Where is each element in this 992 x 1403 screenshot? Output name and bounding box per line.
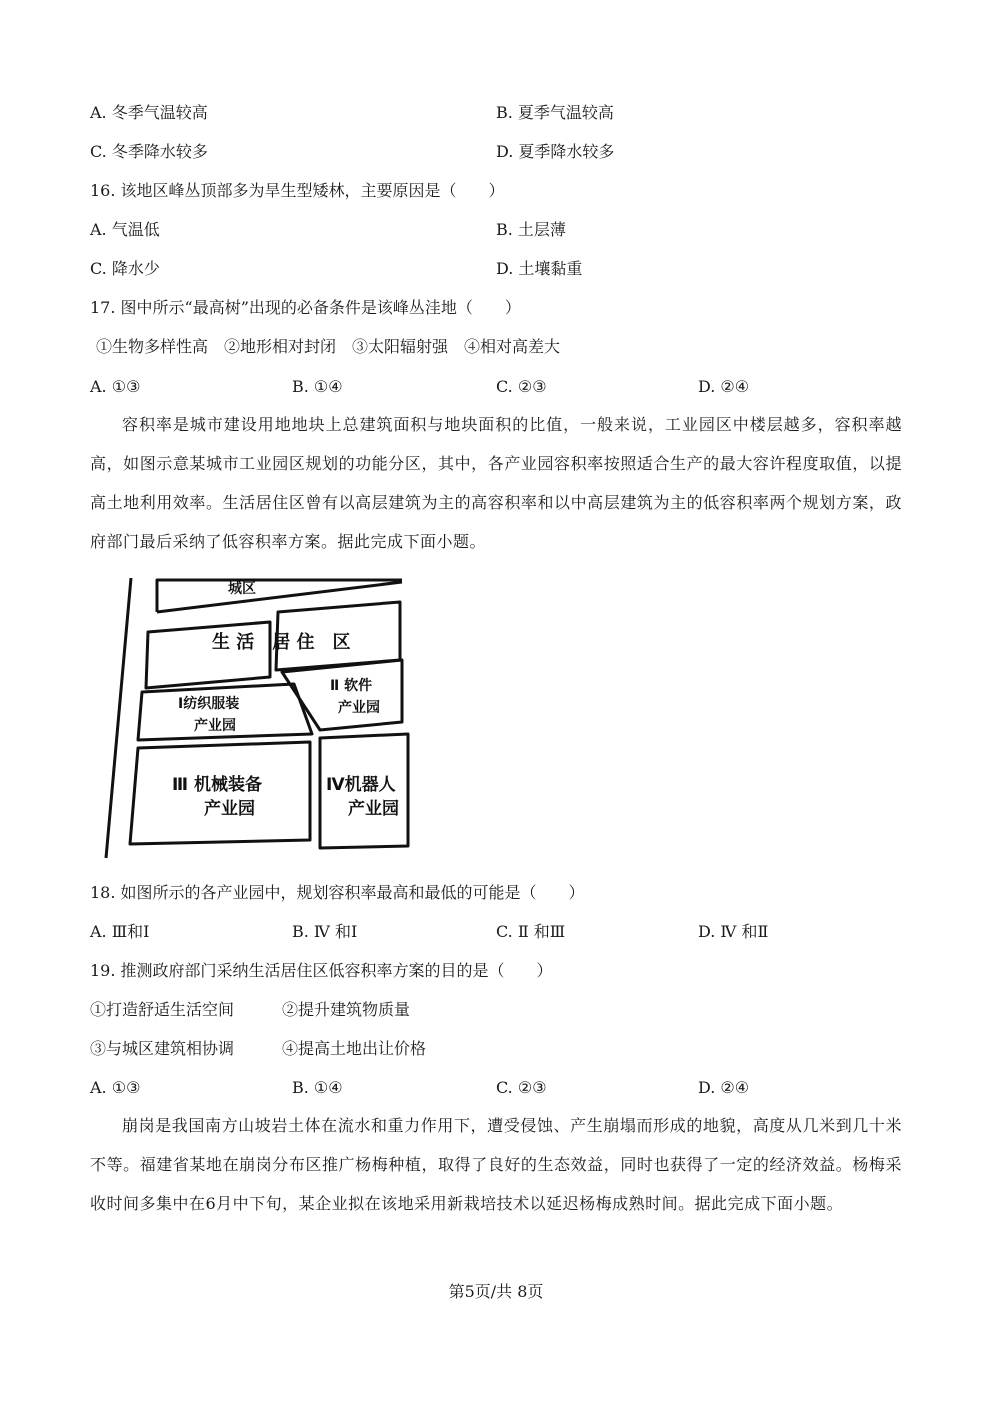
map-label-zone2-name: Ⅱ 软件 <box>330 678 373 694</box>
q16-option-c: C. 降水少 <box>90 259 160 278</box>
map-label-zone1-park: 产业园 <box>194 718 236 734</box>
q19-item-4: ④提高土地出让价格 <box>282 1039 427 1058</box>
map-label-city: 城区 <box>228 581 256 597</box>
q17-option-d: D. ②④ <box>698 377 750 396</box>
q16-stem: 16. 该地区峰丛顶部多为旱生型矮林，主要原因是（ ） <box>90 181 505 200</box>
q17-option-b: B. ①④ <box>292 377 343 396</box>
map-label-residential: 生 活 居 住 区 <box>212 632 351 653</box>
page-footer: 第5页/共 8页 <box>448 1282 544 1301</box>
map-label-zone3-name: Ⅲ 机械装备 <box>172 775 262 795</box>
passage-benggang-text: 崩岗是我国南方山坡岩土体在流水和重力作用下，遭受侵蚀、产生崩塌而形成的地貌，高度从几米到几十米不等。福建省某地在崩岗分布区推广杨梅种植，取得了良好的生态效益，同时也获得了一定的经济效益。杨梅采收时间多集中在6月中下旬，某企业拟在该地采用新栽培技术以延迟杨梅成熟时间。据此完成下面小题。 <box>90 1116 902 1213</box>
q19-option-b: B. ①④ <box>292 1078 343 1097</box>
q17-option-a: A. ①③ <box>90 377 141 396</box>
map-road-top <box>157 582 402 612</box>
map-label-zone3-park: 产业园 <box>204 799 255 819</box>
q18-option-d: D. Ⅳ 和Ⅱ <box>698 922 769 941</box>
q16-option-d: D. 土壤黏重 <box>496 259 583 278</box>
q19-item-2: ②提升建筑物质量 <box>282 1000 411 1019</box>
q17-stem: 17. 图中所示“最高树”出现的必备条件是该峰丛洼地（ ） <box>90 298 521 317</box>
q15-option-c: C. 冬季降水较多 <box>90 142 208 161</box>
map-road-left <box>106 578 131 858</box>
q19-option-a: A. ①③ <box>90 1078 141 1097</box>
map-label-zone1-name: Ⅰ纺织服装 <box>178 696 240 712</box>
q15-option-a: A. 冬季气温较高 <box>90 103 208 122</box>
q18-option-a: A. Ⅲ和Ⅰ <box>90 922 150 941</box>
industrial-park-map <box>100 572 420 864</box>
industrial-park-map-svg <box>100 572 420 864</box>
map-label-zone4-name: Ⅳ机器人 <box>326 775 396 795</box>
q19-item-1: ①打造舒适生活空间 <box>90 1000 235 1019</box>
q16-option-a: A. 气温低 <box>90 220 160 239</box>
q19-item-3: ③与城区建筑相协调 <box>90 1039 235 1058</box>
q17-option-c: C. ②③ <box>496 377 547 396</box>
q19-option-c: C. ②③ <box>496 1078 547 1097</box>
q15-option-d: D. 夏季降水较多 <box>496 142 615 161</box>
q18-option-b: B. Ⅳ 和Ⅰ <box>292 922 358 941</box>
q19-stem: 19. 推测政府部门采纳生活居住区低容积率方案的目的是（ ） <box>90 961 553 980</box>
passage-benggang <box>90 1106 902 1223</box>
passage-plot-ratio <box>90 405 902 561</box>
map-label-zone4-park: 产业园 <box>348 799 399 819</box>
q18-option-c: C. Ⅱ 和Ⅲ <box>496 922 566 941</box>
q16-option-b: B. 土层薄 <box>496 220 566 239</box>
passage-plot-ratio-text: 容积率是城市建设用地地块上总建筑面积与地块面积的比值，一般来说，工业园区中楼层越多，容积率越高，如图示意某城市工业园区规划的功能分区，其中，各产业园容积率按照适合生产的最大容许程度取值，以提高土地利用效率。生活居住区曾有以高层建筑为主的高容积率和以中高层建筑为主的低容积率两个规划方案，政府部门最后采纳了低容积率方案。据此完成下面小题。 <box>90 415 902 551</box>
q17-items: ①生物多样性高 ②地形相对封闭 ③太阳辐射强 ④相对高差大 <box>96 337 561 356</box>
map-label-zone2-park: 产业园 <box>338 700 380 716</box>
q15-option-b: B. 夏季气温较高 <box>496 103 614 122</box>
map-zone-2 <box>282 660 402 730</box>
q18-stem: 18. 如图所示的各产业园中，规划容积率最高和最低的可能是（ ） <box>90 883 585 902</box>
q19-option-d: D. ②④ <box>698 1078 750 1097</box>
